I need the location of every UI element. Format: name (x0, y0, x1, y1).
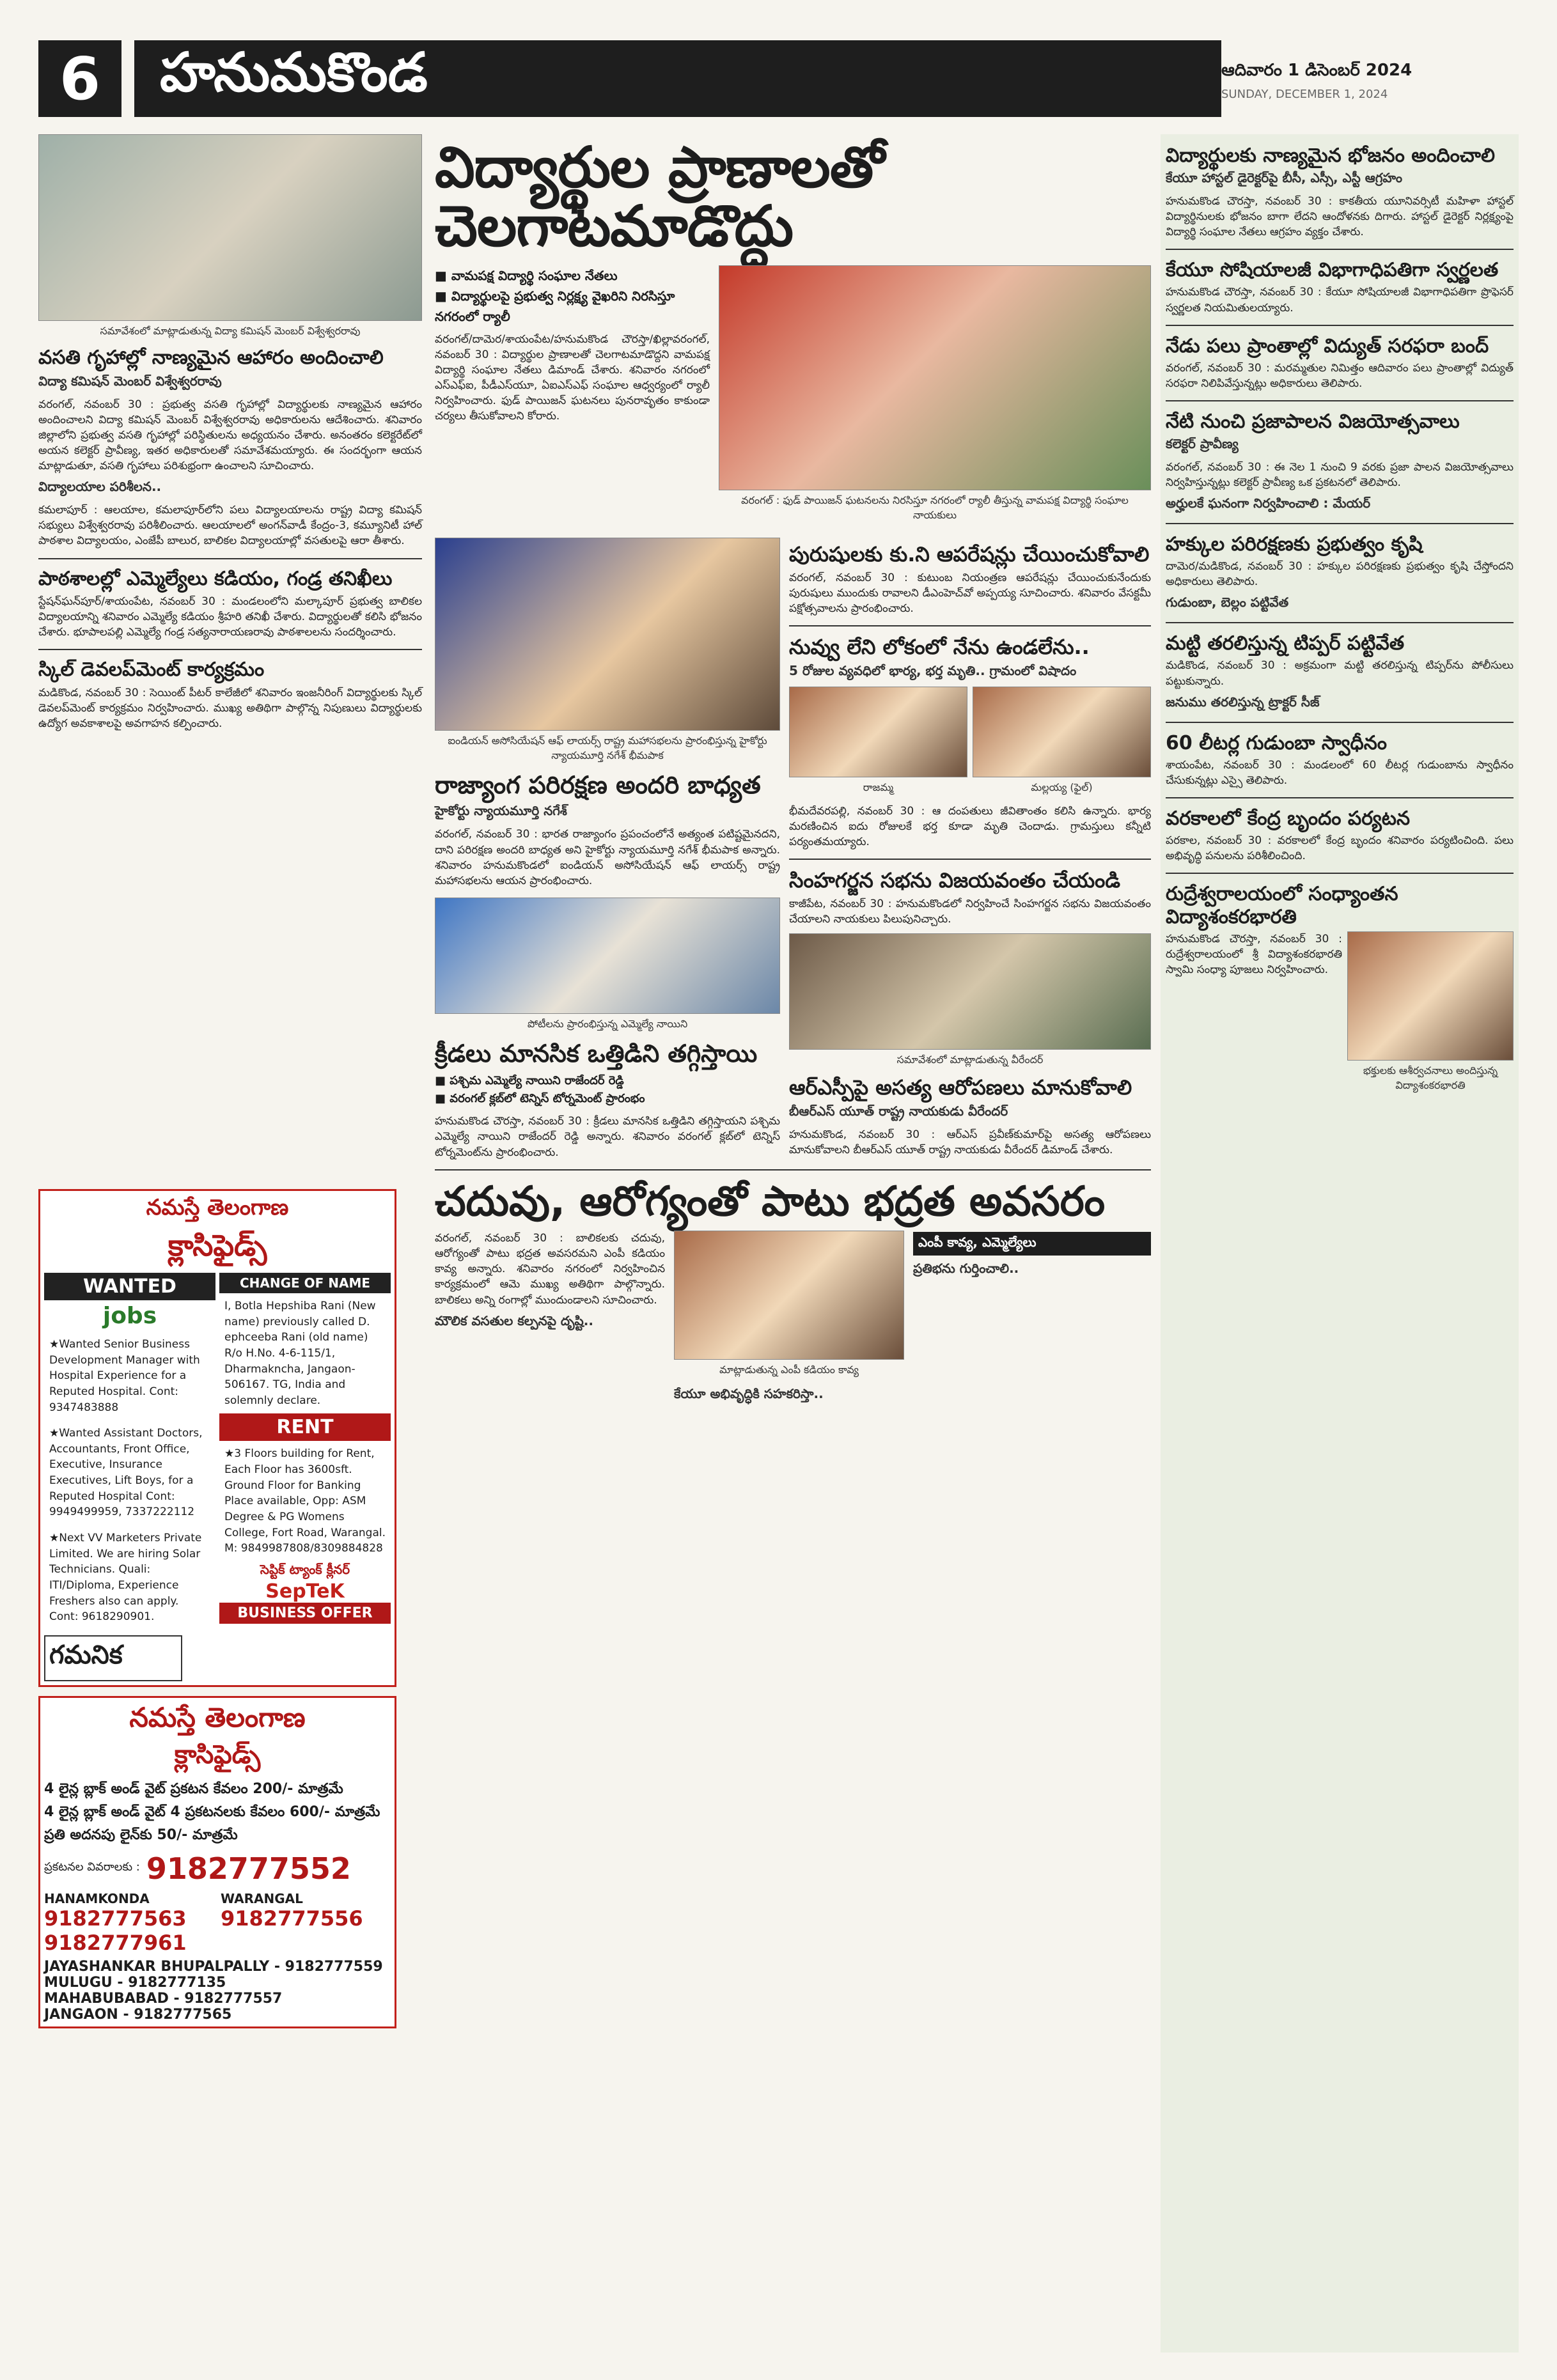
story-body: కమలాపూర్ : ఆలయాల, కమలాపూర్‌లోని పలు విద్యాలయాలను రాష్ట్ర విద్యా కమిషన్ సభ్యులు విశ్వేశ్వరరావు పరిశీలించారు. ఆలయాలలో అంగన్‌వాడీ కేంద్రం-3, కమ్యూనిటీ హాల్ పాఠశాల విద్యాలయం, ఎంజేపీ బాలుర, బాలికల విద్యాలయాల్లో వసతులపై ఆరా తీశారు. (38, 504, 422, 548)
photo-caption: మల్లయ్య (ఫైల్) (1031, 781, 1093, 793)
photo-caption: వరంగల్ : ఫుడ్ పాయిజన్ ఘటనలను నిరసిస్తూ నగరంలో ర్యాలీ తీస్తున్న వామపక్ష విద్యార్థి సంఘాల నాయకులు (741, 494, 1129, 521)
sports-bullets (435, 1072, 780, 1114)
story-subtitle: 5 రోజుల వ్యవధిలో భార్య, భర్త మృతి.. గ్రామంలో విషాదం (789, 662, 1077, 678)
date-telugu: ఆదివారం 1 డిసెంబర్ 2024 (1221, 61, 1412, 80)
story-subtitle: కేయూ హాస్టల్ డైరెక్టర్‌పై బీసీ, ఎస్సీ, ఎస్టీ ఆగ్రహం (1166, 170, 1402, 185)
photo-caption: ఐండియన్ అసోసియేషన్ ఆఫ్ లాయర్స్ రాష్ట్ర మహాసభలను ప్రారంభిస్తున్న హైకోర్టు న్యాయమూర్తి నగేశ్ భీమపాక (448, 734, 767, 761)
brand-name: నమస్తే తెలంగాణ (146, 1195, 289, 1220)
story-subheading: కేయూ అభివృద్ధికి సహకరిస్తా.. (674, 1386, 824, 1402)
story-title: పురుషులకు కు.ని ఆపరేషన్లు చేయించుకోవాలి (789, 541, 1150, 566)
lead-bullets (435, 265, 710, 332)
divider (1166, 523, 1514, 524)
story-subheading: మౌలిక వసతుల కల్పనపై దృష్టి.. (435, 1312, 593, 1328)
story-title: రుద్రేశ్వరాలయంలో సంధ్యాంతన విద్యాశంకరభారతి (1166, 883, 1398, 929)
story-title: నువ్వు లేని లోకంలో నేను ఉండలేను.. (789, 634, 1090, 659)
story-subheading: అర్హులకే ఘనంగా నిర్వహించాలి : మేయర్ (1166, 495, 1371, 511)
classifieds-box-2 (38, 1696, 396, 2028)
divider (1166, 622, 1514, 623)
rally-photo (719, 265, 1151, 490)
story-title: నేటి నుంచి ప్రజాపాలన విజయోత్సవాలు (1166, 410, 1460, 433)
middle-column (435, 134, 1151, 1410)
divider (789, 859, 1151, 860)
story-subheading: విద్యాలయాల పరిశీలన.. (38, 479, 162, 495)
story-subtitle: విద్యా కమిషన్ మెంబర్ విశ్వేశ్వరరావు (38, 373, 222, 389)
story-title: కేయూ సోషియాలజీ విభాగాధిపతిగా స్వర్ణలత (1166, 259, 1499, 282)
dateline (1221, 61, 1515, 101)
rate-line: ప్రతి అదనపు లైన్‌కు 50/- మాత్రమే (44, 1826, 238, 1843)
contact-phone: 9182777552 (146, 1851, 351, 1886)
story-subtitle: హైకోర్టు న్యాయమూర్తి నగేశ్ (435, 803, 567, 819)
rent-header: RENT (219, 1413, 391, 1441)
photo-caption: మాట్లాడుతున్న ఎంపీ కడియం కావ్య (719, 1364, 859, 1376)
bottom-headline: చదువు, ఆరోగ్యంతో పాటు భద్రత అవసరం (435, 1178, 1106, 1225)
lawyers-meet-photo (435, 538, 780, 731)
photo-caption: పోటీలను ప్రారంభిస్తున్న ఎమ్మెల్యే నాయిని (527, 1017, 688, 1030)
story-body: హనుమకొండ, నవంబర్ 30 : ఆర్ఎస్ ప్రవీణ్‌కుమార్‌పై అసత్య ఆరోపణలు మానుకోవాలని బీఆర్ఎస్ యూత్ రాష్ట్ర నాయకుడు వీరేందర్ డిమాండ్ చేశారు. (789, 1128, 1151, 1157)
story-subheading: ప్రతిభను గుర్తించాలి.. (913, 1261, 1019, 1277)
story-title: ఆర్ఎస్పీపై అసత్య ఆరోపణలు మానుకోవాలి (789, 1075, 1132, 1100)
story-title: విద్యార్థులకు నాణ్యమైన భోజనం అందించాలి (1166, 144, 1495, 167)
story-title: సింహగర్జన సభను విజయవంతం చేయండి (789, 868, 1121, 893)
divider (789, 625, 1151, 626)
story-title: హక్కుల పరిరక్షణకు ప్రభుత్వం కృషి (1166, 533, 1423, 556)
photo-caption: భక్తులకు ఆశీర్వచనాలు అందిస్తున్న విద్యాశంకరభారతి (1363, 1064, 1498, 1092)
story-subheading: గుడుంబా, బెల్లం పట్టివేత (1166, 595, 1289, 611)
classifieds-box-1 (38, 1189, 396, 1687)
meeting-photo (38, 134, 422, 321)
lead-headline: విద్యార్థుల ప్రాణాలతో చెలగాటమాడొద్దు (435, 134, 884, 260)
divider (1166, 797, 1514, 798)
sports-bullet: ■ వరంగల్ క్లబ్‌లో టెన్నిస్ టోర్నమెంట్ ప్రారంభం (435, 1090, 780, 1108)
story-title: వసతి గృహాల్లో నాణ్యమైన ఆహారం అందించాలి (38, 346, 384, 369)
masthead (38, 29, 1528, 125)
portrait-photo (789, 687, 967, 777)
story-subtitle: ఎంపీ కావ్య, ఎమ్మెల్యేలు (913, 1232, 1151, 1256)
district-phone: MAHABUBABAD - 9182777557 (44, 1990, 283, 2007)
story-body: కాజీపేట, నవంబర్ 30 : హనుమకొండలో నిర్వహించే సింహగర్జన సభను విజయవంతం చేయాలని నాయకులు పిలుపునిచ్చారు. (789, 897, 1151, 926)
hanamkonda-phone: 9182777961 (44, 1930, 187, 1955)
story-body: వరంగల్, నవంబర్ 30 : ప్రభుత్వ వసతి గృహాల్లో విద్యార్థులకు నాణ్యమైన ఆహారం అందించాలని విద్యా కమిషన్ మెంబర్ విశ్వేశ్వరరావు అధికారులను ఆదేశించారు. శనివారం జిల్లాలోని ప్రభుత్వ వసతి గృహాల్లో పరిస్థితులను అధ్యయనం చేశారు. అనంతరం కలెక్టరేట్‌లో అయన కలెక్టర్ ప్రావీణ్య, ఇతర అధికారులతో సమావేశమయ్యారు. ఈ సందర్భంగా ఆయన మాట్లాడుతూ, వసతి గృహాలు పరిశుభ్రంగా ఉంచాలని సూచించారు. (38, 398, 422, 472)
edition-title: హనుమకొండ (134, 40, 1221, 117)
story-body: మడికొండ, నవంబర్ 30 : అక్రమంగా మట్టి తరలిస్తున్న టిప్పర్‌ను పోలీసులు పట్టుకున్నారు. (1166, 659, 1514, 688)
divider (435, 1169, 1151, 1171)
divider (1166, 873, 1514, 874)
lead-body: వరంగల్/దామెర/శాయంపేట/హనుమకొండ చౌరస్తా/ఖిల్లావరంగల్, నవంబర్ 30 : విద్యార్థుల ప్రాణాలతో చెలగాటమాడొద్దని వామపక్ష విద్యార్థి సంఘాల నేతలు డిమాండ్ చేశారు. శనివారం నగరంలో ఎస్ఎఫ్ఐ, పీడీఎస్‌యూ, ఏఐఎస్ఎఫ్ సంఘాల ఆధ్వర్యంలో ర్యాలీ నిర్వహించారు. ఫుడ్ పాయిజన్ ఘటనలు పునరావృతం కాకుండా చర్యలు తీసుకోవాలని కోరారు. (435, 332, 710, 423)
business-offer-header: BUSINESS OFFER (219, 1603, 391, 1624)
story-body: శాయంపేట, నవంబర్ 30 : మండలంలో 60 లీటర్ల గుడుంబాను స్వాధీనం చేసుకున్నట్లు ఎస్సై తెలిపారు. (1166, 758, 1514, 787)
story-body: హనుమకొండ చౌరస్తా, నవంబర్ 30 : రుద్రేశ్వరాలయంలో శ్రీ విద్యాశంకరభారతి స్వామి సంధ్యా పూజలు నిర్వహించారు. (1166, 933, 1342, 977)
district-phone: JANGAON - 9182777565 (44, 2006, 232, 2023)
story-title: పాఠశాలల్లో ఎమ్మెల్యేలు కడియం, గండ్ర తనిఖీలు (38, 567, 393, 590)
story-subheading: జనుము తరలిస్తున్న ట్రాక్టర్ సీజ్ (1166, 694, 1320, 710)
temple-photo (1347, 931, 1514, 1061)
warangal-label: WARANGAL (221, 1890, 303, 1906)
rent-ad: ★3 Floors building for Rent, Each Floor has 3600sft. Ground Floor for Banking Place available, Opp: ASM Degree & PG Womens College, Fort Road, Warangal. M: 9849987808/8309884828 (219, 1441, 391, 1561)
jobs-logo: jobs (102, 1303, 157, 1329)
story-body: హనుమకొండ చౌరస్తా, నవంబర్ 30 : కాకతీయ యూనివర్సిటీ మహిళా హాస్టల్ విద్యార్థినులకు భోజనం బాగా లేదని ఆందోళనకు దిగారు. హాస్టల్ డైరెక్టర్ నిర్లక్ష్యంపై విద్యార్థి సంఘాల నేతలు ఆగ్రహం వ్యక్తం చేశారు. (1166, 195, 1514, 239)
date-english: SUNDAY, DECEMBER 1, 2024 (1221, 88, 1388, 101)
contact-label: ప్రకటనల వివరాలకు : (44, 1860, 140, 1874)
district-phone: MULUGU - 9182777135 (44, 1974, 226, 1991)
hanamkonda-phone: 9182777563 (44, 1906, 187, 1931)
lead-bullet: ■ వామపక్ష విద్యార్థి సంఘాల నేతలు (435, 265, 710, 286)
notice-header: గమనిక (44, 1635, 182, 1681)
story-subtitle: బీఆర్ఎస్ యూత్ రాష్ట్ర నాయకుడు వీరేందర్ (789, 1103, 1008, 1119)
left-column (38, 134, 422, 731)
rate-line: 4 లైన్ల బ్లాక్ అండ్ వైట్ ప్రకటన కేవలం 200/- మాత్రమే (44, 1780, 343, 1797)
story-title: మట్టి తరలిస్తున్న టిప్పర్ పట్టివేత (1166, 632, 1405, 655)
story-body: మడికొండ, నవంబర్ 30 : సెయింట్ పీటర్ కాలేజీలో శనివారం ఇంజనీరింగ్ విద్యార్థులకు స్కిల్ డెవలప్‌మెంట్ కార్యక్రమం నిర్వహించారు. ముఖ్య అతిథిగా పాల్గొన్న నిపుణులు విద్యార్థులకు ఉద్యోగ అవకాశాలపై అవగాహన కల్పించారు. (38, 686, 422, 731)
photo-caption: సమావేశంలో మాట్లాడుతున్న వీరేందర్ (896, 1054, 1044, 1066)
story-body: భీమదేవరపల్లి, నవంబర్ 30 : ఆ దంపతులు జీవితాంతం కలిసి ఉన్నారు. భార్య మరణించిన ఐదు రోజులకే భర్త కూడా మృతి చెందాడు. గ్రామస్తులు కన్నీటి పర్యంతమయ్యారు. (789, 804, 1151, 848)
story-title: వరకాలలో కేంద్ర బృందం పర్యటన (1166, 807, 1411, 830)
district-phone: JAYASHANKAR BHUPALPALLY - 9182777559 (44, 1958, 383, 1975)
story-body: హనుమకొండ చౌరస్తా, నవంబర్ 30 : క్రీడలు మానసిక ఒత్తిడిని తగ్గిస్తాయని పశ్చిమ ఎమ్మెల్యే నాయిని రాజేందర్ రెడ్డి అన్నారు. శనివారం వరంగల్ క్లబ్‌లో టెన్నిస్ టోర్నమెంట్‌ను ప్రారంభించారు. (435, 1115, 780, 1159)
divider (1166, 325, 1514, 326)
story-body: స్టేషన్‌ఘన్‌పూర్/శాయంపేట, నవంబర్ 30 : మండలంలోని మల్కాపూర్ ప్రభుత్వ బాలికల విద్యాలయాన్ని శనివారం ఎమ్మెల్యే కడియం శ్రీహరి తనిఖీ చేశారు. విద్యార్థులతో కలిసి భోజనం చేశారు. భూపాలపల్లి ఎమ్మెల్యే గండ్ర సత్యనారాయణరావు పాఠశాలలను సందర్శించారు. (38, 595, 422, 639)
divider (1166, 249, 1514, 250)
divider (38, 558, 422, 559)
story-body: వరంగల్, నవంబర్ 30 : భారత రాజ్యాంగం ప్రపంచంలోనే అత్యంత పటిష్టమైనదని, దాని పరిరక్షణ అందరి బాధ్యత అని హైకోర్టు న్యాయమూర్తి నగేశ్ భీమపాక అన్నారు. శనివారం హనుమకొండలో ఐండియన్ అసోసియేషన్ ఆఫ్ లాయర్స్ రాష్ట్ర మహాసభలను ఆయన ప్రారంభించారు. (435, 828, 780, 887)
photo-caption: రాజమ్మ (863, 781, 894, 793)
story-body: వరంగల్, నవంబర్ 30 : కుటుంబ నియంత్రణ ఆపరేషన్లు చేయించుకునేందుకు పురుషులు ముందుకు రావాలని డీఎంహెచ్‌వో అప్పయ్య సూచించారు. శనివారం వేసక్టమీ పక్షోత్సవాలను ప్రారంభించారు. (789, 571, 1151, 615)
story-title: నేడు పలు ప్రాంతాల్లో విద్యుత్ సరఫరా బంద్ (1166, 334, 1489, 357)
tennis-photo (435, 898, 780, 1014)
divider (1166, 400, 1514, 401)
rate-line: 4 లైన్ల బ్లాక్ అండ్ వైట్ 4 ప్రకటనలకు కేవలం 600/- మాత్రమే (44, 1803, 380, 1820)
story-body: పరకాల, నవంబర్ 30 : వరకాలలో కేంద్ర బృందం శనివారం పర్యటించింది. పలు అభివృద్ధి పనులను పరిశీలించింది. (1166, 834, 1514, 862)
wanted-ad: ★Wanted Senior Business Development Manager with Hospital Experience for a Reputed Hospital. Cont: 9347483888 (44, 1332, 215, 1420)
sports-bullet: ■ పశ్చిమ ఎమ్మెల్యే నాయిని రాజేందర్ రెడ్డి (435, 1072, 780, 1091)
brand-name: నమస్తే తెలంగాణ (129, 1701, 306, 1733)
portrait-photo (973, 687, 1151, 777)
classifieds-title: క్లాసిఫైడ్స్ (174, 1739, 261, 1769)
right-column (1161, 134, 1519, 2353)
story-body: హనుమకొండ చౌరస్తా, నవంబర్ 30 : కేయూ సోషియాలజీ విభాగాధిపతిగా ప్రొఫెసర్ స్వర్ణలత నియమితులయ్యారు. (1166, 286, 1514, 315)
change-of-name-ad: I, Botla Hepshiba Rani (New name) previously called D. ephceeba Rani (old name) R/o H.No. 4-6-115/1, Dharmakncha, Jangaon-506167. TG, India and solemnly declare. (219, 1293, 391, 1413)
story-body: వరంగల్, నవంబర్ 30 : మరమ్మతుల నిమిత్తం ఆదివారం పలు ప్రాంతాల్లో విద్యుత్ సరఫరా నిలిపివేస్తున్నట్లు అధికారులు తెలిపారు. (1166, 361, 1514, 390)
classifieds-title: క్లాసిఫైడ్స్ (44, 1225, 391, 1273)
meeting-photo (789, 933, 1151, 1050)
story-title: స్కిల్ డెవలప్‌మెంట్ కార్యక్రమం (38, 658, 265, 681)
classifieds-ad (38, 1189, 396, 2340)
story-title: రాజ్యాంగ పరిరక్షణ అందరి బాధ్యత (435, 770, 761, 799)
wanted-header: WANTED (44, 1273, 215, 1300)
mp-photo (674, 1231, 904, 1360)
warangal-phone: 9182777556 (221, 1906, 363, 1931)
story-body: వరంగల్, నవంబర్ 30 : ఈ నెల 1 నుంచి 9 వరకు ప్రజా పాలన విజయోత్సవాలు నిర్వహిస్తున్నట్లు కలెక్టర్ ప్రావీణ్య ఒక ప్రకటనలో తెలిపారు. (1166, 460, 1514, 489)
page-number: 6 (38, 40, 121, 117)
story-title: 60 లీటర్ల గుడుంబా స్వాధీనం (1166, 731, 1387, 754)
story-subtitle: కలెక్టర్ ప్రావీణ్య (1166, 435, 1239, 451)
story-title: క్రీడలు మానసిక ఒత్తిడిని తగ్గిస్తాయి (435, 1039, 758, 1068)
lead-bullet: ■ విద్యార్థులపై ప్రభుత్వ నిర్లక్ష్య వైఖరిని నిరసిస్తూ నగరంలో ర్యాలీ (435, 286, 710, 327)
septek-logo: SepTeK (265, 1580, 345, 1603)
story-body: వరంగల్, నవంబర్ 30 : బాలికలకు చదువు, ఆరోగ్యంతో పాటు భద్రత అవసరమని ఎంపీ కడియం కావ్య అన్నారు. శనివారం నగరంలో నిర్వహించిన కార్యక్రమంలో ఆమె ముఖ్య అతిథిగా పాల్గొన్నారు. బాలికలు అన్ని రంగాల్లో ముందుండాలని సూచించారు. (435, 1232, 665, 1307)
story-body: దామెర/మడికొండ, నవంబర్ 30 : హక్కుల పరిరక్షణకు ప్రభుత్వం కృషి చేస్తోందని అధికారులు తెలిపారు. (1166, 560, 1514, 589)
photo-caption: సమావేశంలో మాట్లాడుతున్న విద్యా కమిషన్ మెంబర్ విశ్వేశ్వరరావు (100, 325, 361, 337)
wanted-ad: ★Next VV Marketers Private Limited. We are hiring Solar Technicians. Quali: ITI/Diploma, Experience Freshers also can apply. Cont: 9618290901. (44, 1525, 215, 1630)
change-of-name-header: CHANGE OF NAME (219, 1273, 391, 1293)
divider (1166, 722, 1514, 723)
hanamkonda-label: HANAMKONDA (44, 1890, 150, 1906)
septic-ad: సెప్టిక్ ట్యాంక్ క్లీనర్ (260, 1561, 350, 1577)
wanted-ad: ★Wanted Assistant Doctors, Accountants, Front Office, Executive, Insurance Executives, Lift Boys, for a Reputed Hospital Cont: 9949499959, 7337222112 (44, 1420, 215, 1525)
divider (38, 649, 422, 650)
